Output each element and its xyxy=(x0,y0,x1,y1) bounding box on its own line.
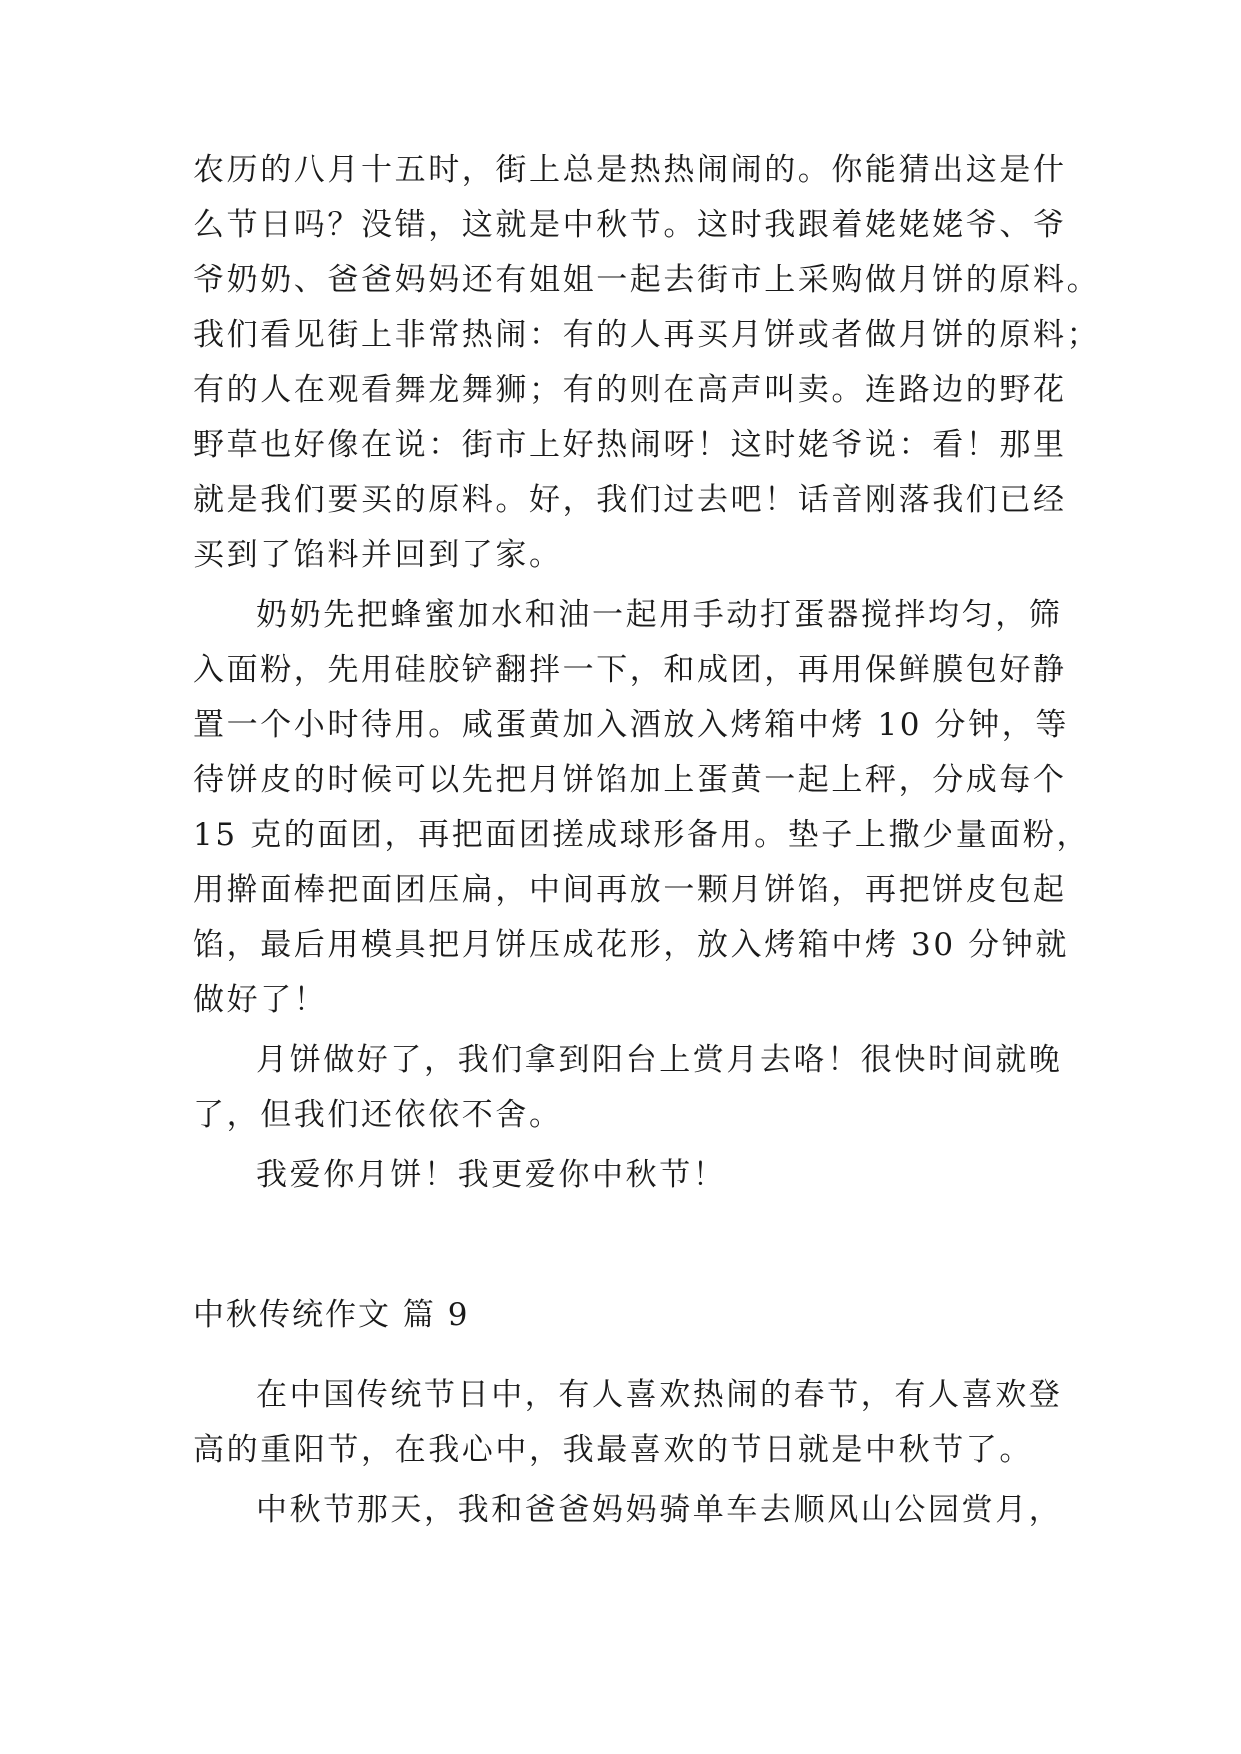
paragraph-line: 在中国传统节日中，有人喜欢热闹的春节，有人喜欢登 xyxy=(256,1377,1063,1413)
paragraph-line: 月饼做好了，我们拿到阳台上赏月去咯！很快时间就晚 xyxy=(256,1042,1063,1078)
paragraph-line: 了，但我们还依依不舍。 xyxy=(193,1097,563,1133)
paragraph-line: 用擀面棒把面团压扁，中间再放一颗月饼馅，再把饼皮包起 xyxy=(193,872,1067,908)
paragraph-line: 我们看见街上非常热闹：有的人再买月饼或者做月饼的原料； xyxy=(193,317,1101,353)
paragraph-line: 我爱你月饼！我更爱你中秋节！ xyxy=(256,1157,727,1193)
paragraph-line: 有的人在观看舞龙舞狮；有的则在高声叫卖。连路边的野花 xyxy=(193,372,1067,408)
section-heading: 中秋传统作文 篇 9 xyxy=(193,1297,470,1333)
paragraph-line: 买到了馅料并回到了家。 xyxy=(193,537,563,573)
paragraph-line: 高的重阳节，在我心中，我最喜欢的节日就是中秋节了。 xyxy=(193,1432,1033,1468)
paragraph-line: 农历的八月十五时，街上总是热热闹闹的。你能猜出这是什 xyxy=(193,152,1067,188)
paragraph-line: 爷奶奶、爸爸妈妈还有姐姐一起去街市上采购做月饼的原料。 xyxy=(193,262,1101,298)
paragraph-line: 么节日吗？没错，这就是中秋节。这时我跟着姥姥姥爷、爷 xyxy=(193,207,1067,243)
paragraph-line: 中秋节那天，我和爸爸妈妈骑单车去顺风山公园赏月， xyxy=(256,1492,1063,1528)
paragraph-line: 做好了！ xyxy=(193,982,328,1018)
paragraph-line: 15 克的面团，再把面团搓成球形备用。垫子上撒少量面粉， xyxy=(193,817,1091,853)
paragraph-line: 馅，最后用模具把月饼压成花形，放入烤箱中烤 30 分钟就 xyxy=(193,927,1069,963)
paragraph-line: 入面粉，先用硅胶铲翻拌一下，和成团，再用保鲜膜包好静 xyxy=(193,652,1067,688)
paragraph-line: 就是我们要买的原料。好，我们过去吧！话音刚落我们已经 xyxy=(193,482,1067,518)
paragraph-line: 置一个小时待用。咸蛋黄加入酒放入烤箱中烤 10 分钟，等 xyxy=(193,707,1069,743)
paragraph-line: 奶奶先把蜂蜜加水和油一起用手动打蛋器搅拌均匀，筛 xyxy=(256,597,1063,633)
paragraph-line: 待饼皮的时候可以先把月饼馅加上蛋黄一起上秤，分成每个 xyxy=(193,762,1067,798)
paragraph-line: 野草也好像在说：街市上好热闹呀！这时姥爷说：看！那里 xyxy=(193,427,1067,463)
